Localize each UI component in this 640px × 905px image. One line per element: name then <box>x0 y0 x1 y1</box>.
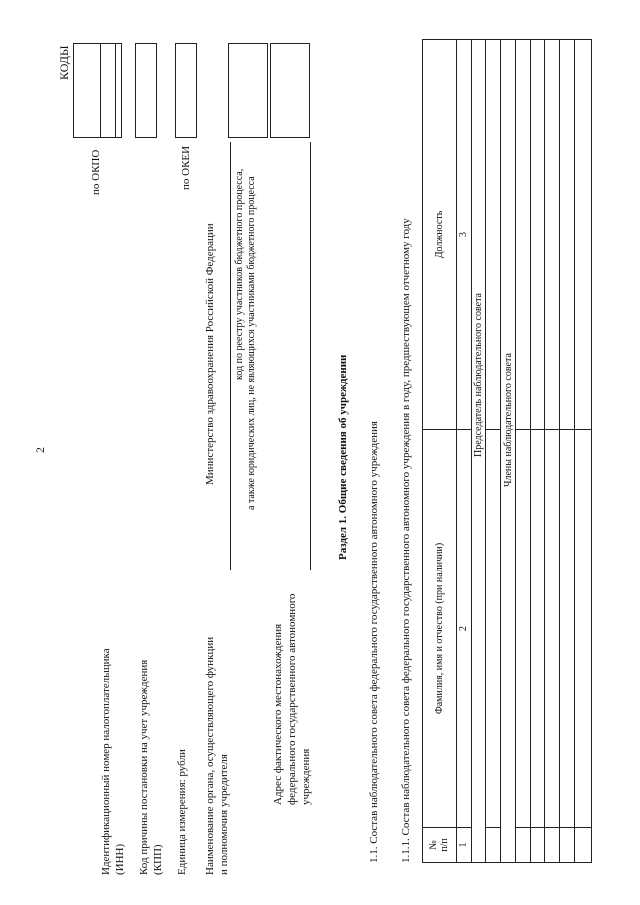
subsection-1-1-1: 1.1.1. Состав наблюдательного совета федерального государственного автономного учреждения в году, предшествующем отчетному году <box>400 218 412 863</box>
col-number-index: 1 <box>456 828 471 863</box>
table-row <box>515 40 530 863</box>
inn-label-line1: Идентификационный номер налогоплательщика <box>100 648 112 875</box>
table-row-chairman-label <box>471 40 486 863</box>
table-cell <box>486 40 501 430</box>
table-cell <box>515 828 530 863</box>
inn-code-box <box>100 43 122 138</box>
kpp-label-line1: Код причины постановки на учет учреждения <box>138 659 150 875</box>
table-cell <box>515 40 530 430</box>
table-cell <box>486 828 501 863</box>
registry-label-line1: код по реестру участников бюджетного процесса, <box>234 168 245 380</box>
address-label-line3: учреждения <box>300 748 312 805</box>
table-row <box>530 40 545 863</box>
organ-underline <box>230 142 231 570</box>
table-row <box>560 40 575 863</box>
col-position-index: 3 <box>456 40 471 430</box>
table-cell <box>530 40 545 430</box>
codes-header: КОДЫ <box>57 45 71 80</box>
kpp-code-box <box>135 43 157 138</box>
table-row <box>486 40 501 863</box>
table-cell <box>486 430 501 828</box>
table-header-row <box>423 40 457 863</box>
page-number: 2 <box>33 447 47 453</box>
subsection-1-1: 1.1. Состав наблюдательного совета федерального государственного автономного учреждения <box>368 421 380 863</box>
col-number-header <box>423 828 457 863</box>
okei-label: по ОКЕИ <box>180 145 192 190</box>
table-numbering-row <box>456 40 471 863</box>
members-label: Члены наблюдательного совета <box>501 40 516 863</box>
col-position-header: Должность <box>423 40 457 430</box>
table-cell <box>575 828 592 863</box>
address-label-line1: Адрес фактического местонахождения <box>272 623 284 805</box>
table-row <box>575 40 592 863</box>
board-members-table <box>422 39 592 863</box>
table-cell <box>545 828 560 863</box>
registry-code-box <box>228 43 268 138</box>
col-name-header: Фамилия, имя и отчество (при наличии) <box>423 430 457 828</box>
address-label-line2: федерального государственного автономного <box>286 593 298 805</box>
table-cell <box>545 430 560 828</box>
table-cell <box>560 430 575 828</box>
table-cell <box>560 828 575 863</box>
organ-label-line2: и полномочия учредителя <box>218 754 230 875</box>
table-row-members-label <box>501 40 516 863</box>
address-underline <box>310 142 311 570</box>
organ-value: Министерство здравоохранения Российской Федерации <box>204 223 216 485</box>
table-cell <box>530 430 545 828</box>
registry-label-line2: а также юридических лиц, не являющихся участниками бюджетного процесса <box>246 176 257 510</box>
address-code-box <box>270 43 310 138</box>
okei-code-box <box>175 43 197 138</box>
col-number-header-line1: № <box>428 840 440 850</box>
okpo-label: по ОКПО <box>90 149 102 195</box>
table-cell <box>530 828 545 863</box>
section-title: Раздел 1. Общие сведения об учреждении <box>337 354 349 560</box>
table-cell <box>560 40 575 430</box>
table-cell <box>575 40 592 430</box>
organ-label-line1: Наименование органа, осуществляющего функции <box>204 636 216 875</box>
chairman-label: Председатель наблюдательного совета <box>471 40 486 863</box>
col-name-index: 2 <box>456 430 471 828</box>
col-number-header-line2: п/п <box>439 838 451 852</box>
table-cell <box>545 40 560 430</box>
inn-label-line2: (ИНН) <box>114 843 126 875</box>
kpp-label-line2: (КПП) <box>152 844 164 875</box>
table-row <box>545 40 560 863</box>
unit-label: Единица измерения: рубли <box>176 749 188 875</box>
table-cell <box>575 430 592 828</box>
table-cell <box>515 430 530 828</box>
